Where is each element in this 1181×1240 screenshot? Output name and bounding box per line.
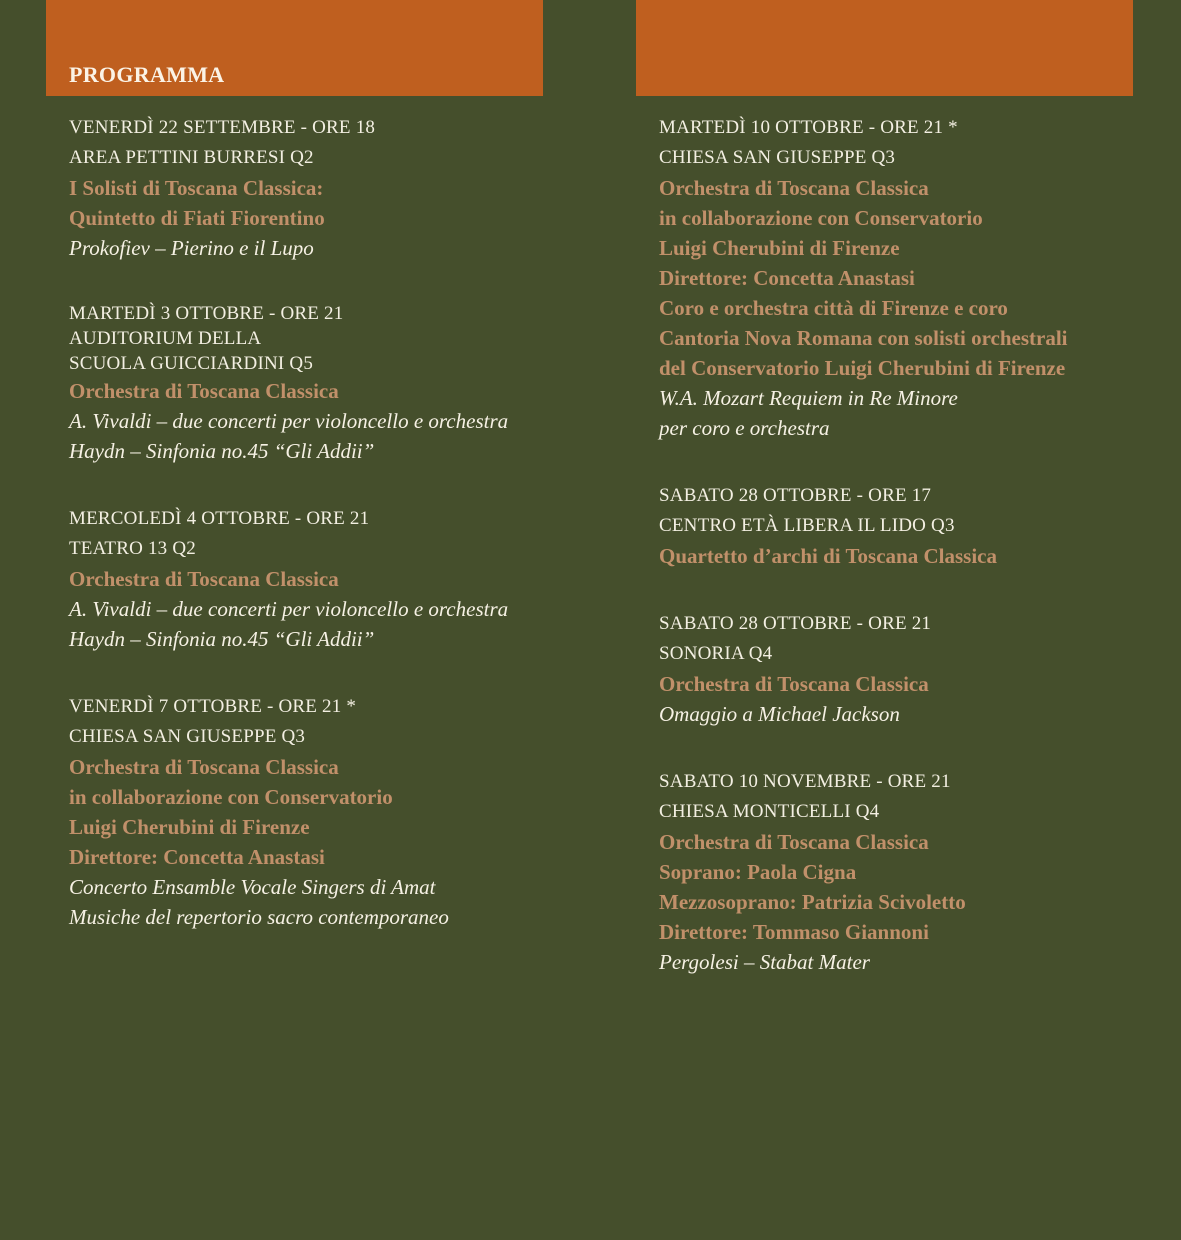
event-entry: [69, 692, 569, 932]
event-date: VENERDÌ 22 SETTEMBRE - ORE 18: [69, 117, 376, 138]
event-program: Haydn – Sinfonia no.45 “Gli Addii”: [69, 627, 375, 651]
event-performer: Direttore: Tommaso Giannoni: [659, 920, 929, 944]
event-program: per coro e orchestra: [659, 416, 830, 440]
event-performer: Quintetto di Fiati Fiorentino: [69, 206, 325, 230]
event-performer: in collaborazione con Conservatorio: [69, 785, 393, 809]
event-venue: AUDITORIUM DELLA: [69, 328, 262, 349]
event-program: Concerto Ensamble Vocale Singers di Amat: [69, 875, 436, 899]
event-date: MARTEDÌ 3 OTTOBRE - ORE 21: [69, 303, 344, 324]
event-program: Prokofiev – Pierino e il Lupo: [69, 236, 314, 260]
event-venue: CENTRO ETÀ LIBERA IL LIDO Q3: [659, 515, 955, 536]
event-entry: [69, 113, 569, 263]
event-performer: Direttore: Concetta Anastasi: [69, 845, 325, 869]
event-date: SABATO 28 OTTOBRE - ORE 21: [659, 613, 932, 634]
event-program: Omaggio a Michael Jackson: [659, 702, 900, 726]
program-column-right: [659, 113, 1149, 1015]
event-performer: Soprano: Paola Cigna: [659, 860, 857, 884]
page-title: PROGRAMMA: [69, 62, 225, 87]
event-venue: TEATRO 13 Q2: [69, 538, 196, 559]
event-performer: Coro e orchestra città di Firenze e coro: [659, 296, 1008, 320]
event-performer: in collaborazione con Conservatorio: [659, 206, 983, 230]
event-program: A. Vivaldi – due concerti per violoncello e orchestra: [69, 409, 509, 433]
event-performer: Luigi Cherubini di Firenze: [659, 236, 900, 260]
program-column-left: [69, 113, 569, 970]
event-performer: del Conservatorio Luigi Cherubini di Firenze: [659, 356, 1066, 380]
event-venue: CHIESA MONTICELLI Q4: [659, 801, 880, 822]
event-venue: CHIESA SAN GIUSEPPE Q3: [69, 726, 306, 747]
event-performer: Direttore: Concetta Anastasi: [659, 266, 915, 290]
event-performer: Mezzosoprano: Patrizia Scivoletto: [659, 890, 966, 914]
event-venue: AREA PETTINI BURRESI Q2: [69, 147, 314, 168]
event-venue: CHIESA SAN GIUSEPPE Q3: [659, 147, 896, 168]
event-venue: SCUOLA GUICCIARDINI Q5: [69, 353, 314, 374]
event-venue: SONORIA Q4: [659, 643, 773, 664]
event-entry: [69, 504, 569, 654]
event-entry: [659, 767, 1149, 977]
event-performer: I Solisti di Toscana Classica:: [69, 176, 324, 200]
event-performer: Orchestra di Toscana Classica: [659, 672, 929, 696]
event-program: Haydn – Sinfonia no.45 “Gli Addii”: [69, 439, 375, 463]
event-program: W.A. Mozart Requiem in Re Minore: [659, 386, 958, 410]
event-entry: [659, 609, 1149, 729]
event-program: Pergolesi – Stabat Mater: [659, 950, 870, 974]
event-performer: Cantoria Nova Romana con solisti orchestrali: [659, 326, 1068, 350]
header-bar-left: [46, 0, 543, 96]
event-performer: Orchestra di Toscana Classica: [659, 830, 929, 854]
event-date: VENERDÌ 7 OTTOBRE - ORE 21 *: [69, 696, 357, 717]
event-program: Musiche del repertorio sacro contemporaneo: [69, 905, 449, 929]
event-date: MERCOLEDÌ 4 OTTOBRE - ORE 21: [69, 508, 370, 529]
event-entry: [659, 113, 1149, 443]
event-performer: Quartetto d’archi di Toscana Classica: [659, 544, 997, 568]
event-date: SABATO 10 NOVEMBRE - ORE 21: [659, 771, 951, 792]
event-date: SABATO 28 OTTOBRE - ORE 17: [659, 485, 932, 506]
event-program: A. Vivaldi – due concerti per violoncello e orchestra: [69, 597, 509, 621]
event-performer: Luigi Cherubini di Firenze: [69, 815, 310, 839]
event-performer: Orchestra di Toscana Classica: [69, 379, 339, 403]
event-date: MARTEDÌ 10 OTTOBRE - ORE 21 *: [659, 117, 958, 138]
header-bar-right: [636, 0, 1133, 96]
event-performer: Orchestra di Toscana Classica: [659, 176, 929, 200]
event-performer: Orchestra di Toscana Classica: [69, 567, 339, 591]
event-performer: Orchestra di Toscana Classica: [69, 755, 339, 779]
event-entry: [659, 481, 1149, 571]
event-entry: [69, 301, 569, 466]
